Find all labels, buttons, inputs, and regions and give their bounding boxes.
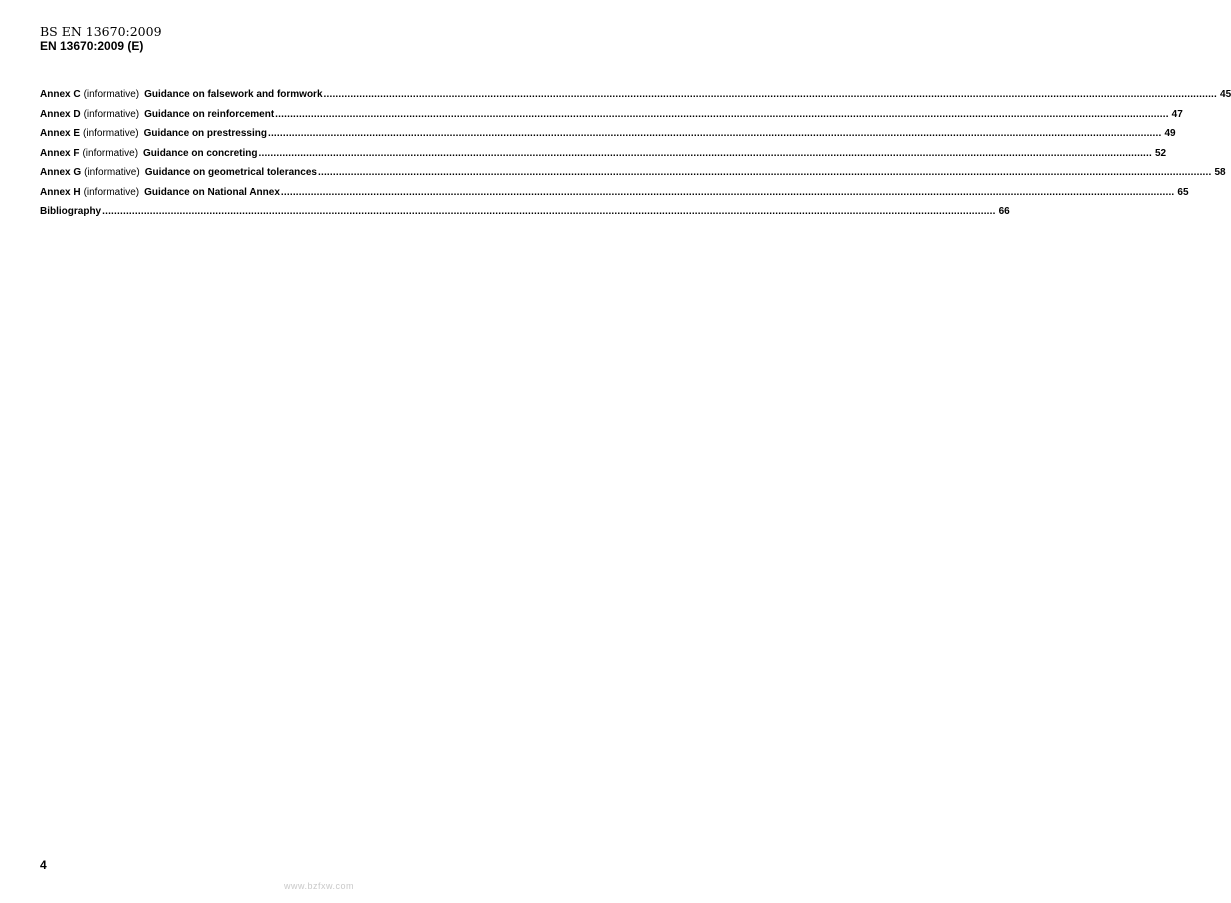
toc-entry-label: Annex E	[40, 128, 81, 139]
toc-entry-label: Annex D	[40, 108, 81, 120]
dot-leader: ............................................................................................................................................................................................................................................................................................................	[102, 206, 996, 217]
toc-entry-annex-e[interactable]	[40, 127, 1176, 147]
toc-entry-page: 49	[1164, 128, 1176, 139]
dot-leader: ............................................................................................................................................................................................................................................................................................................	[280, 186, 1175, 198]
toc-entry-title: Guidance on prestressing	[143, 128, 267, 139]
toc-entry-type: (informative)	[83, 128, 139, 139]
toc-entry-type: (informative)	[83, 108, 140, 120]
toc-entry-type: (informative)	[83, 89, 140, 100]
toc-entry-annex-c[interactable]	[40, 88, 1231, 108]
page-number: 4	[40, 858, 47, 872]
toc-entry-annex-d[interactable]	[40, 108, 1183, 128]
toc-entry-annex-g[interactable]	[40, 166, 1226, 186]
toc-entry-type: (informative)	[82, 147, 139, 159]
toc-entry-page: 47	[1171, 108, 1183, 120]
toc-entry-type: (informative)	[83, 186, 140, 198]
toc-entry-annex-h[interactable]	[40, 186, 1189, 206]
toc-entry-page: 45	[1220, 89, 1231, 100]
toc-entry-label: Annex H	[40, 186, 81, 198]
toc-entry-label: Annex C	[40, 89, 81, 100]
header-standard-edition: EN 13670:2009 (E)	[40, 39, 144, 53]
dot-leader: ............................................................................................................................................................................................................................................................................................................	[317, 167, 1212, 178]
toc-entry-title: Guidance on falsework and formwork	[144, 89, 323, 100]
toc-entry-bibliography[interactable]	[40, 205, 1010, 225]
toc-entry-annex-f[interactable]	[40, 147, 1167, 167]
table-of-contents	[40, 88, 1231, 225]
watermark: www.bzfxw.com	[283, 881, 354, 891]
toc-entry-label: Annex F	[40, 147, 80, 159]
dot-leader: ............................................................................................................................................................................................................................................................................................................	[258, 147, 1152, 159]
toc-entry-type: (informative)	[84, 167, 140, 178]
dot-leader: ............................................................................................................................................................................................................................................................................................................	[323, 89, 1218, 100]
toc-entry-title: Guidance on reinforcement	[144, 108, 275, 120]
dot-leader: ............................................................................................................................................................................................................................................................................................................	[275, 108, 1169, 120]
dot-leader: ............................................................................................................................................................................................................................................................................................................	[267, 128, 1162, 139]
header-standard-number: BS EN 13670:2009	[40, 24, 162, 39]
toc-entry-page: 66	[998, 206, 1010, 217]
toc-entry-title: Guidance on geometrical tolerances	[144, 167, 317, 178]
toc-entry-page: 52	[1155, 147, 1167, 159]
toc-entry-title: Guidance on National Annex	[144, 186, 280, 198]
toc-entry-title: Guidance on concreting	[143, 147, 258, 159]
toc-entry-page: 65	[1177, 186, 1189, 198]
toc-entry-title: Bibliography	[40, 206, 102, 217]
toc-entry-label: Annex G	[40, 167, 82, 178]
toc-entry-page: 58	[1214, 167, 1226, 178]
